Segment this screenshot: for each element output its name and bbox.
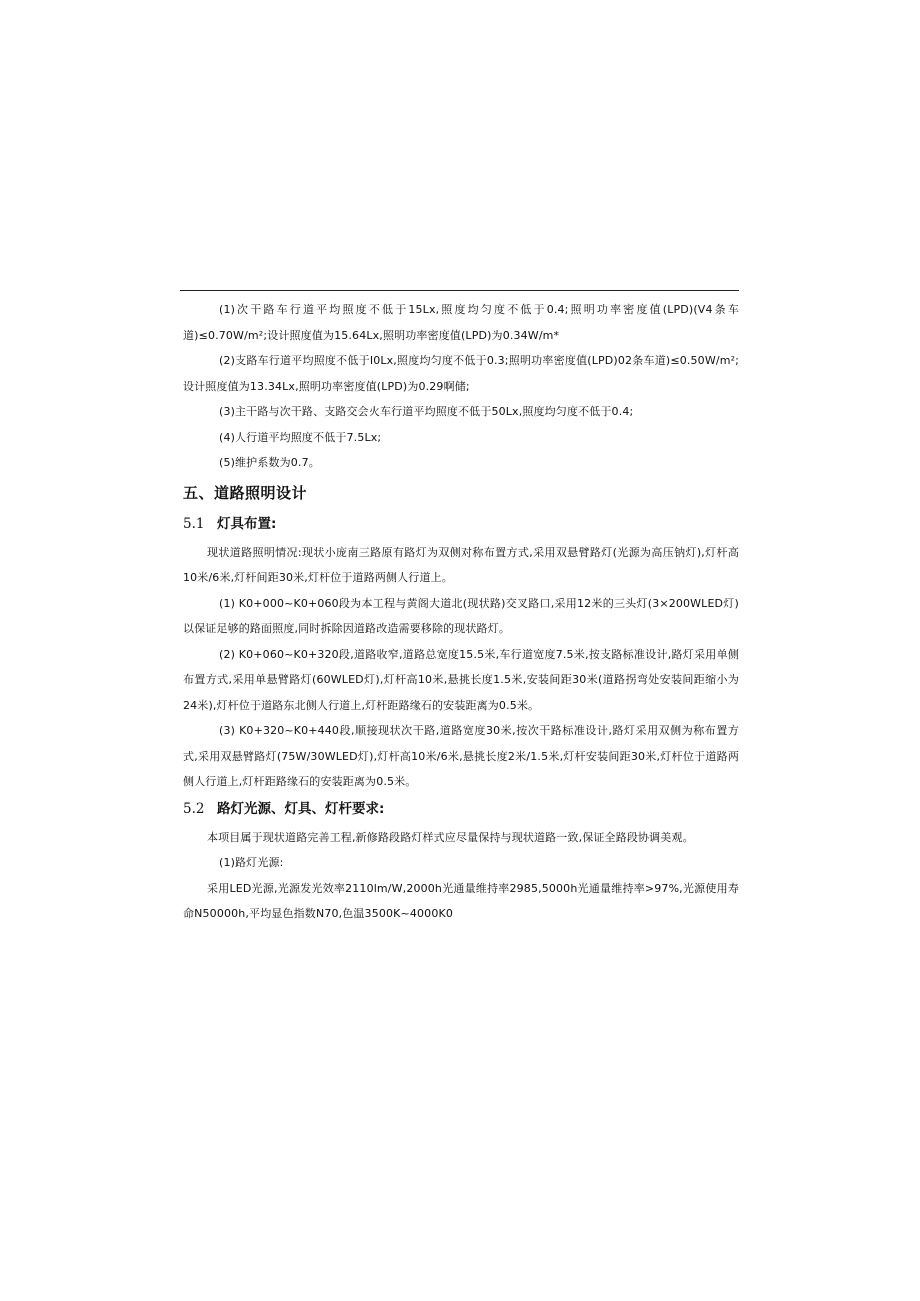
criteria-item-3: (3)主干路与次干路、支路交会火车行道平均照度不低于50Lx,照度均匀度不低于0.4; [219, 405, 634, 418]
section-5-2-heading [183, 797, 739, 822]
section-5-1-heading [183, 512, 739, 537]
section-5-2-number: 5.2 [183, 800, 205, 817]
section-5-1-number: 5.1 [183, 515, 205, 532]
section-5-2-intro: 本项目属于现状道路完善工程,新修路段路灯样式应尽量保持与现状道路一致,保证全路段协调美观。 [207, 830, 694, 844]
criteria-item-5: (5)维护系数为0.7。 [219, 456, 320, 469]
section-5-heading: 五、道路照明设计 [183, 483, 308, 502]
section-5-1-para-3: (3) K0+320~K0+440段,顺接现状次干路,道路宽度30米,按次干路标准设计,路灯采用双侧为称布置方式,采用双悬臂路灯(75W/30WLED灯),灯杆高10米/6米,悬挑长度2米/1.5米,灯杆安装间距30米,灯杆位于道路两侧人行道上,灯杆距路缘石的安装距离为0.5米。 [183, 724, 739, 788]
criteria-item-1: (1)次干路车行道平均照度不低于15Lx,照度均匀度不低于0.4;照明功率密度值(LPD)(V4条车道)≤0.70W/m²;设计照度值为15.64Lx,照明功率密度值(LPD)为0.34W/m* [183, 303, 739, 342]
section-5-1-title: 灯具布置: [217, 515, 277, 532]
section-5-1-para-1: (1) K0+000~K0+060段为本工程与黄阁大道北(现状路)交叉路口,采用12米的三头灯(3×200WLED灯)以保证足够的路面照度,同时拆除因道路改造需要移除的现状路灯。 [183, 596, 739, 635]
document-body [183, 297, 739, 927]
criteria-item-4: (4)人行道平均照度不低于7.5Lx; [219, 430, 382, 444]
header-rule [180, 290, 739, 291]
section-5-1-para-2: (2) K0+060~K0+320段,道路收窄,道路总宽度15.5米,车行道宽度7.5米,按支路标准设计,路灯采用单侧布置方式,采用单悬臂路灯(60WLED灯),灯杆高10米,悬挑长度1.5米,安装间距30米(道路拐弯处安装间距缩小为24米),灯杆位于道路东北侧人行道上,灯杆距路缘石的安装距离为0.5米。 [183, 647, 739, 712]
criteria-item-2: (2)支路车行道平均照度不低于I0Lx,照度均匀度不低于0.3;照明功率密度值(LPD)02条车道)≤0.50W/m²;设计照度值为13.34Lx,照明功率密度值(LPD)为0.29啊储; [183, 354, 739, 393]
section-5-2-para-1: 采用LED光源,光源发光效率2110lm/W,2000h光通量维持率2985,5000h光通量维持率>97%,光源使用寿命N50000h,平均显色指数N70,色温3500K~4000K0 [183, 881, 739, 920]
section-5-1-intro: 现状道路照明情况:现状小庞南三路原有路灯为双侧对称布置方式,采用双悬臂路灯(光源为高压钠灯),灯杆高10米/6米,灯杆间距30米,灯杆位于道路两侧人行道上。 [183, 545, 739, 584]
section-5-2-sub-1: (1)路灯光源: [219, 856, 284, 869]
section-5-2-title: 路灯光源、灯具、灯杆要求: [217, 800, 385, 817]
